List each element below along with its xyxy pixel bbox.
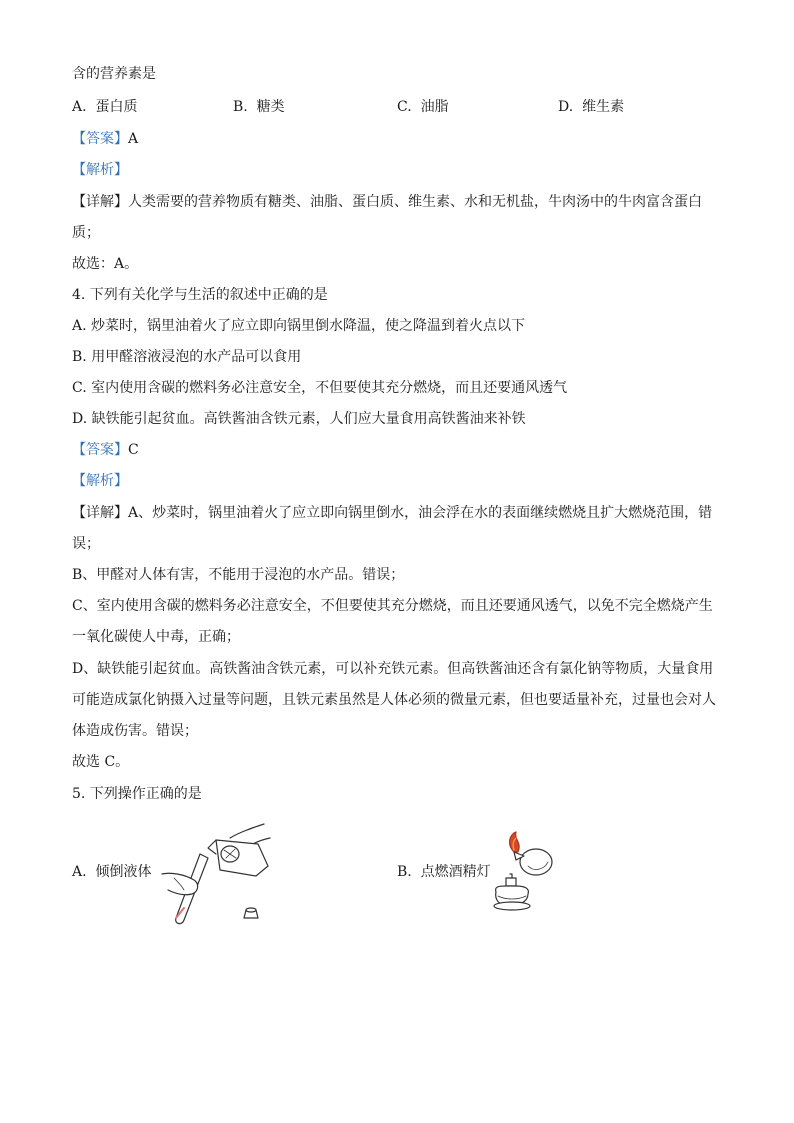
pouring-liquid-illustration [160, 818, 280, 928]
q4-option-c: C. 室内使用含碳的燃料务必注意安全，不但要使其充分燃烧，而且还要通风透气 [72, 380, 568, 396]
q4-option-b: B. 用甲醛溶液浸泡的水产品可以食用 [72, 349, 302, 365]
q4-option-a: A. 炒菜时，锅里油着火了应立即向锅里倒水降温，使之降温到着火点以下 [72, 318, 526, 334]
detail-tag: 【详解】 [72, 505, 128, 521]
q4-detail-line-2: 误； [72, 536, 100, 552]
q3-detail-line-1: 【详解】人类需要的营养物质有糖类、油脂、蛋白质、维生素、水和无机盐，牛肉汤中的牛肉富含蛋白 [72, 194, 702, 210]
q3-analysis-tag: 【解析】 [72, 162, 128, 178]
q5-option-b: B. 点燃酒精灯 [397, 864, 491, 880]
detail-tag: 【详解】 [72, 194, 128, 210]
q3-conclusion: 故选：A。 [72, 256, 139, 272]
q4-stem: 4. 下列有关化学与生活的叙述中正确的是 [72, 287, 328, 303]
q4-detail-line-7: 可能造成氯化钠摄入过量等问题，且铁元素虽然是人体必须的微量元素，但也要适量补充，过量也会对人 [72, 692, 716, 708]
q4-detail-line-3: B、甲醛对人体有害，不能用于浸泡的水产品。错误； [72, 567, 405, 583]
q3-option-b: B. 糖类 [233, 99, 285, 115]
q3-answer: 【答案】A [72, 131, 139, 147]
q3-option-c: C. 油脂 [397, 99, 449, 115]
answer-tag: 【答案】 [72, 442, 128, 458]
q4-detail-line-4: C、室内使用含碳的燃料务必注意安全，不但要使其充分燃烧，而且还要通风透气，以免不完全燃烧产生 [72, 598, 713, 614]
q5-stem: 5. 下列操作正确的是 [72, 786, 202, 802]
answer-tag: 【答案】 [72, 131, 128, 147]
q5-option-a: A. 倾倒液体 [72, 864, 152, 880]
q4-detail-line-5: 一氧化碳使人中毒，正确； [72, 629, 240, 645]
q3-stem-tail: 含的营养素是 [72, 66, 156, 82]
q4-conclusion: 故选 C。 [72, 754, 130, 770]
q4-answer: 【答案】C [72, 442, 139, 458]
q4-detail-line-6: D、缺铁能引起贫血。高铁酱油含铁元素，可以补充铁元素。但高铁酱油还含有氯化钠等物质，大量食用 [72, 661, 714, 677]
q3-detail-line-2: 质； [72, 225, 100, 241]
q3-option-a: A. 蛋白质 [72, 99, 138, 115]
q4-option-d: D. 缺铁能引起贫血。高铁酱油含铁元素，人们应大量食用高铁酱油来补铁 [72, 411, 526, 427]
q4-detail-line-8: 体造成伤害。错误； [72, 723, 198, 739]
q3-option-d: D. 维生素 [558, 99, 625, 115]
lighting-alcohol-lamp-illustration [484, 830, 564, 914]
q4-detail-line-1: 【详解】A、炒菜时，锅里油着火了应立即向锅里倒水，油会浮在水的表面继续燃烧且扩大燃烧范围，错 [72, 505, 713, 521]
q4-analysis-tag: 【解析】 [72, 473, 128, 489]
